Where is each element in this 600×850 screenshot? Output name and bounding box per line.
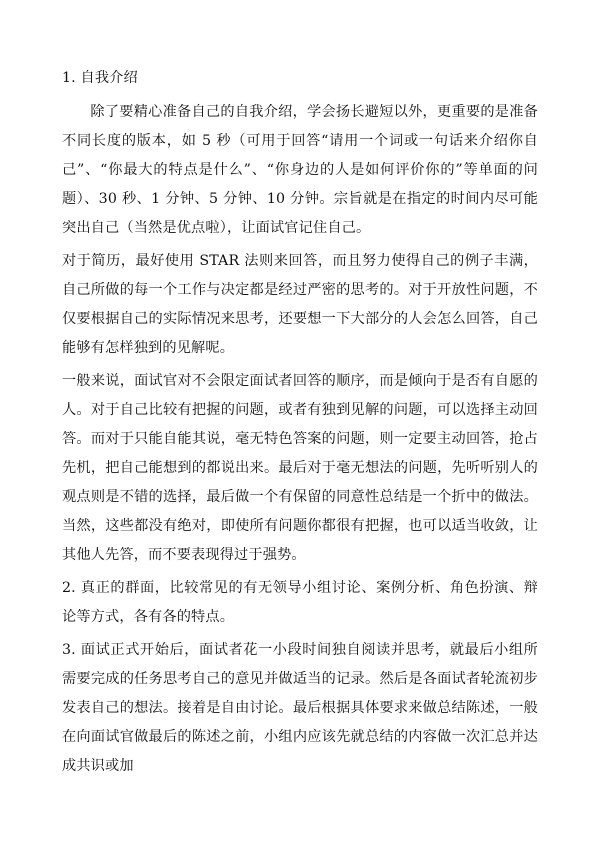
paragraph-interview-process: 3. 面试正式开始后，面试者花一小段时间独自阅读并思考，就最后小组所需要完成的任务思考自己的意见并做适当的记录。然后是各面试者轮流初步发表自己的想法。接着是自由讨论。最后根据具体要求来做总结陈述，一般在向面试官做最后的陈述之前，小组内应该先就总结的内容做一次汇总并达成共识或加 [62, 642, 538, 774]
paragraph-resume-star: 对于简历，最好使用 STAR 法则来回答，而且努力使得自己的例子丰满，自己所做的每一个工作与决定都是经过严密的思考的。对于开放性问题，不仅要根据自己的实际情况来思考，还要想一下大部分的人会怎么回答，自己能够有怎样独到的见解呢。 [62, 253, 538, 356]
paragraph-self-intro: 除了要精心准备自己的自我介绍，学会扬长避短以外，更重要的是准备不同长度的版本，如 5 秒（可用于回答“请用一个词或一句话来介绍你自己”、“你最大的特点是什么”、“你身边的人是如何评价你的”等单面的问题）、30 秒、1 分钟、5 分钟、10 分钟。宗旨就是在指定的时间内尽可能突出自己（当然是优点啦），让面试官记住自己。 [62, 104, 538, 236]
paragraph-group-interview: 2. 真正的群面，比较常见的有无领导小组讨论、案例分析、角色扮演、辩论等方式，各有各的特点。 [62, 580, 538, 625]
section-heading: 1. 自我介绍 [62, 70, 138, 86]
document-body [62, 64, 538, 785]
paragraph-answer-order: 一般来说，面试官对不会限定面试者回答的顺序，而是倾向于是否有自愿的人。对于自己比较有把握的问题，或者有独到见解的问题，可以选择主动回答。而对于只能自能其说，毫无特色答案的问题，则一定要主动回答，抢占先机，把自己能想到的都说出来。最后对于毫无想法的问题，先听听别人的观点则是不错的选择，最后做一个有保留的同意性总结是一个折中的做法。当然，这些都没有绝对，即使所有问题你都很有把握，也可以适当收敛，让其他人先答，而不要表现得过于强势。 [62, 373, 538, 563]
